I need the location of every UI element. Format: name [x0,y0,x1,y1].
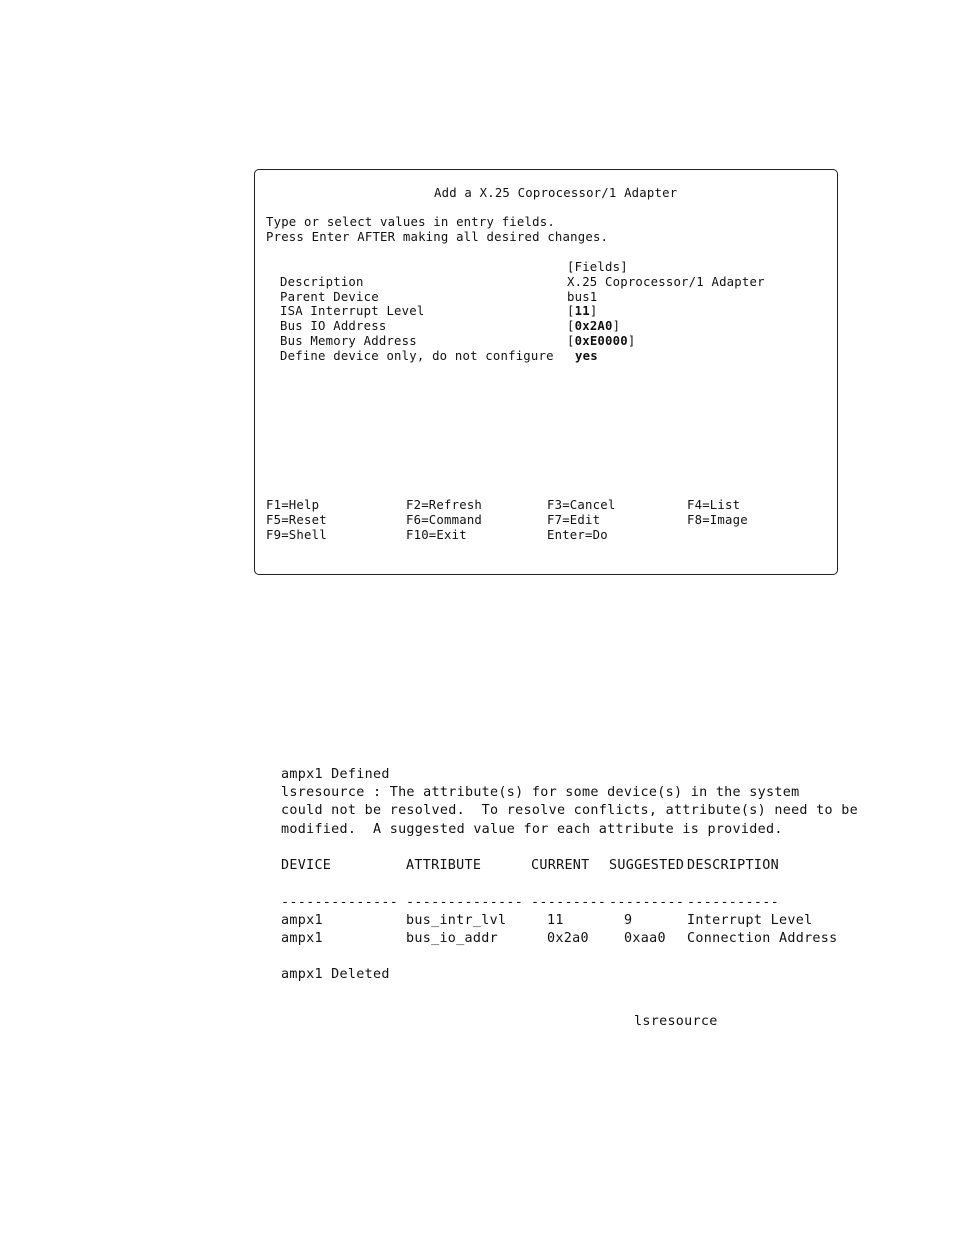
table-separator: -------------- [406,895,524,910]
table-cell-device: ampx1 [281,931,323,946]
bracket-open: [ [567,334,575,348]
entry-field-bus-memory-address[interactable] [567,334,635,349]
table-cell-attribute: bus_io_addr [406,931,498,946]
fkey-image[interactable]: F8=Image [687,513,748,527]
table-header-device: DEVICE [281,858,332,873]
field-value-bus-memory-address[interactable]: 0xE0000 [574,334,628,348]
table-cell-description: Connection Address [687,931,838,946]
field-value-bus-io-address[interactable]: 0x2A0 [574,319,613,333]
field-label-define-only: Define device only, do not configure [280,349,554,363]
fkey-help[interactable]: F1=Help [266,498,320,512]
field-label-bus-memory-address: Bus Memory Address [280,334,417,348]
bracket-open: [ [567,319,575,333]
table-header-description: DESCRIPTION [687,858,779,873]
table-cell-description: Interrupt Level [687,913,813,928]
panel-title: Add a X.25 Coprocessor/1 Adapter [434,186,678,200]
output-deleted-line: ampx1 Deleted [281,967,390,982]
field-value-description: X.25 Coprocessor/1 Adapter [567,275,765,289]
fkey-reset[interactable]: F5=Reset [266,513,327,527]
figure-caption: lsresource [634,1014,718,1029]
table-cell-current: 11 [547,913,564,928]
field-label-parent-device: Parent Device [280,290,379,304]
bracket-close: ] [612,319,621,333]
field-value-parent-device: bus1 [567,290,598,304]
bracket-close: ] [627,334,636,348]
output-line: could not be resolved. To resolve conflicts, attribute(s) need to be [281,803,858,818]
field-label-bus-io-address: Bus IO Address [280,319,387,333]
instruction-line: Type or select values in entry fields. [266,215,555,229]
output-line: lsresource : The attribute(s) for some device(s) in the system [281,785,800,800]
table-cell-suggested: 0xaa0 [624,931,666,946]
field-value-define-only[interactable]: yes [575,349,598,363]
table-separator: --------- [609,895,685,910]
fkey-command[interactable]: F6=Command [406,513,483,527]
entry-field-bus-io-address[interactable] [567,319,620,334]
instruction-line: Press Enter AFTER making all desired changes. [266,230,609,244]
bracket-open: [ [567,304,575,318]
table-header-attribute: ATTRIBUTE [406,858,482,873]
fkey-refresh[interactable]: F2=Refresh [406,498,483,512]
table-separator: --------- [531,895,607,910]
field-label-isa-interrupt-level: ISA Interrupt Level [280,304,425,318]
fkey-cancel[interactable]: F3=Cancel [547,498,616,512]
table-separator: -------------- [281,895,399,910]
fkey-edit[interactable]: F7=Edit [547,513,601,527]
table-separator: ----------- [687,895,779,910]
output-line: ampx1 Defined [281,767,390,782]
table-cell-current: 0x2a0 [547,931,589,946]
fkey-shell[interactable]: F9=Shell [266,528,327,542]
entry-field-isa-interrupt-level[interactable] [567,304,597,319]
fields-header: [Fields] [567,260,628,274]
table-header-suggested: SUGGESTED [609,858,685,873]
fkey-exit[interactable]: F10=Exit [406,528,467,542]
table-header-current: CURRENT [531,858,590,873]
field-label-description: Description [280,275,364,289]
table-cell-suggested: 9 [624,913,633,928]
table-cell-attribute: bus_intr_lvl [406,913,507,928]
fkey-do[interactable]: Enter=Do [547,528,608,542]
bracket-close: ] [589,304,598,318]
table-cell-device: ampx1 [281,913,323,928]
field-value-isa-interrupt-level[interactable]: 11 [574,304,590,318]
fkey-list[interactable]: F4=List [687,498,741,512]
output-line: modified. A suggested value for each attribute is provided. [281,822,783,837]
